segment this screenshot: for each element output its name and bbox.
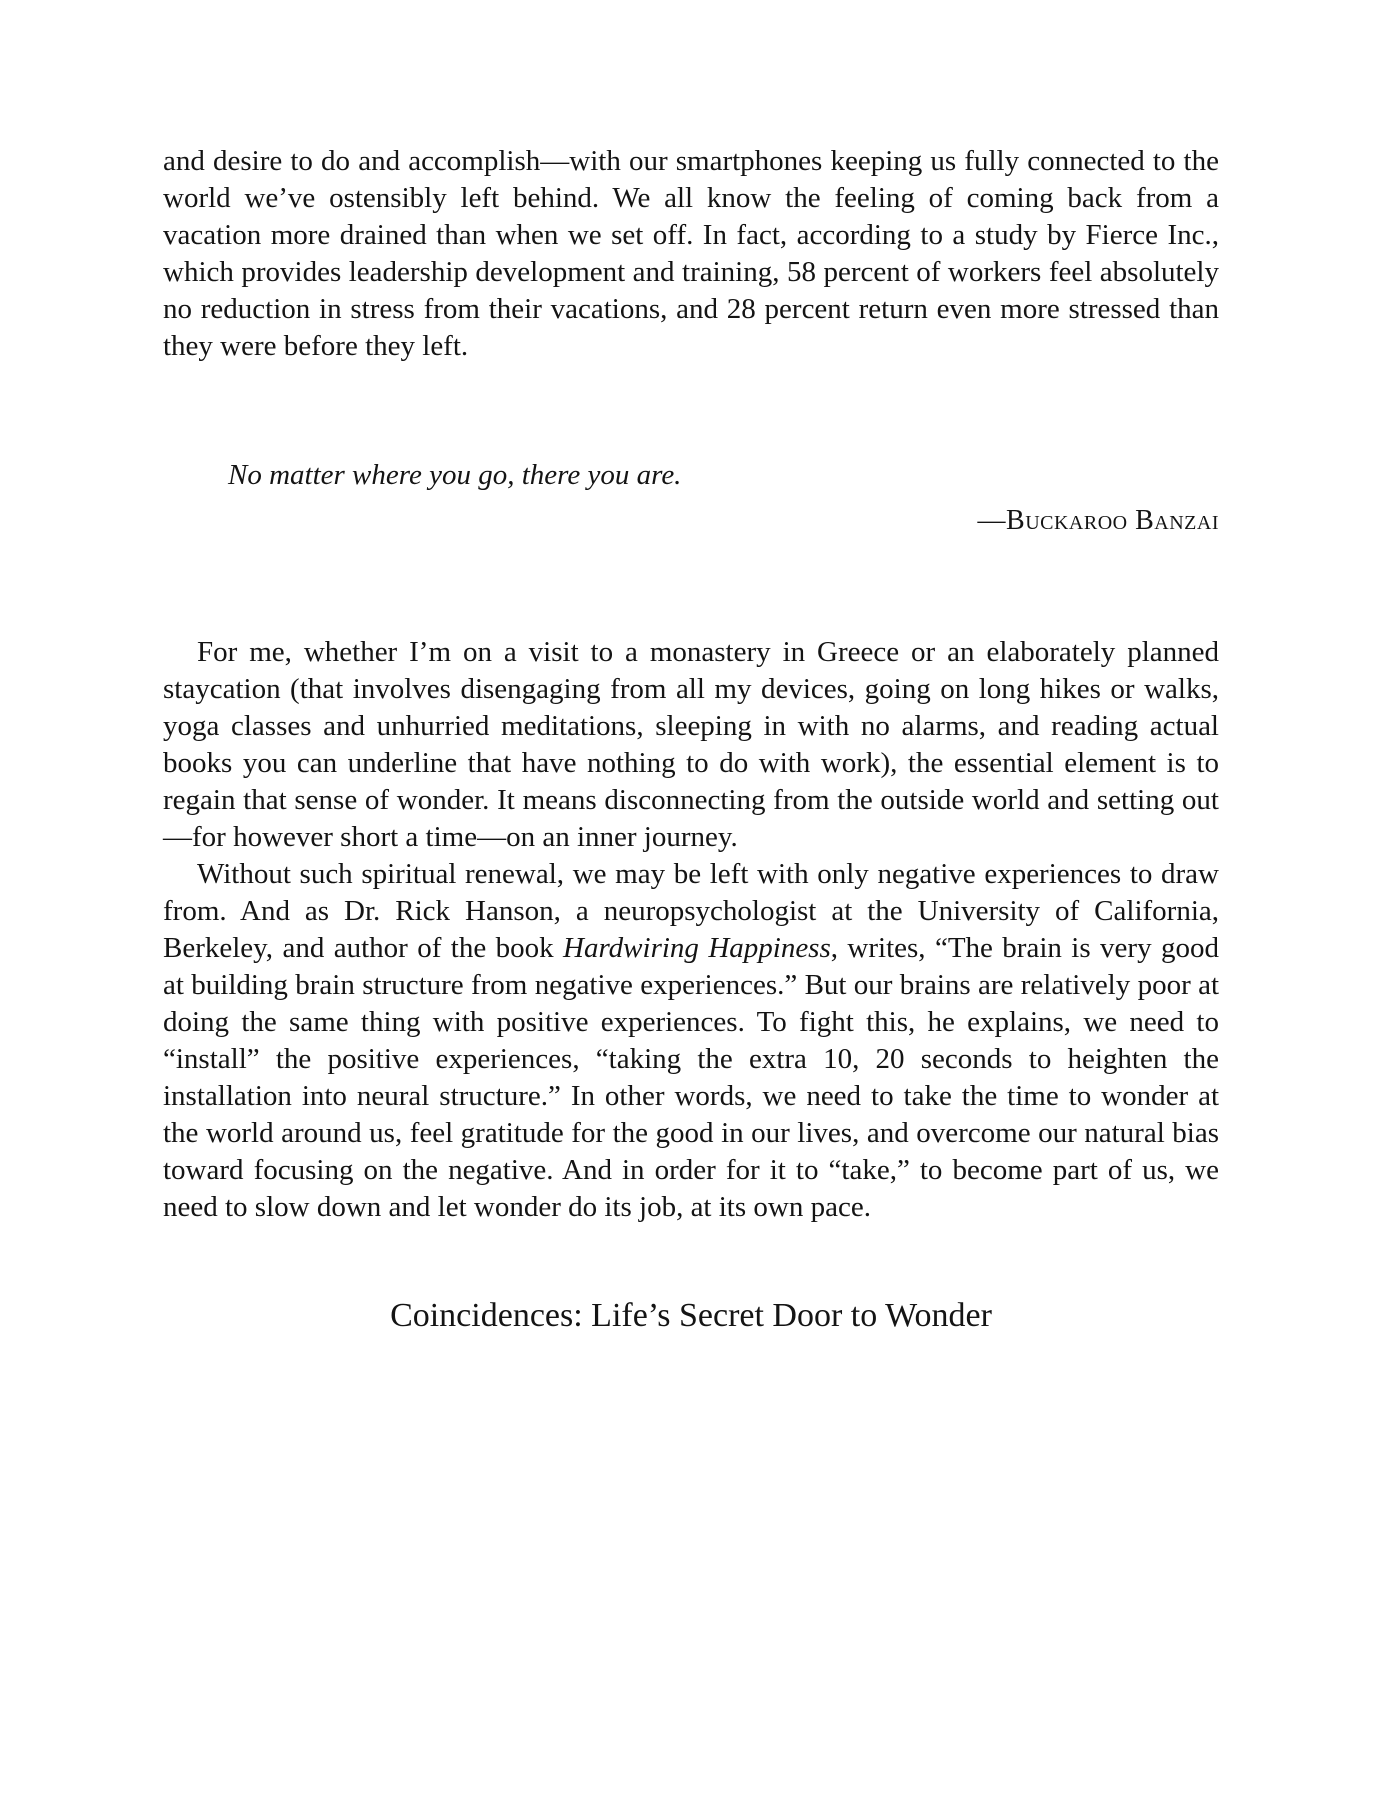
paragraph-text-after-title: , writes, “The brain is very good at building brain structure from negative experiences.” But our brains are relatively poor at doing the same thing with positive experiences. To fight this, he explains, we need to “install” the positive experiences, “taking the extra 10, 20 seconds to heighten the installation into neural structure.” In other words, we need to take the time to wonder at the world around us, feel gratitude for the good in our lives, and overcome our natural bias toward focusing on the negative. And in order for it to “take,” to become part of us, we need to slow down and let wonder do its job, at its own pace. [163, 932, 1219, 1223]
paragraph-for-me: For me, whether I’m on a visit to a monastery in Greece or an elaborately planned staycation (that involves disengaging from all my devices, going on long hikes or walks, yoga classes and unhurried meditations, sleeping in with no alarms, and reading actual books you can underline that have nothing to do with work), the essential element is to regain that sense of wonder. It means disconnecting from the outside world and setting out—for however short a time—on an inner journey. [163, 636, 1219, 853]
paragraph-spiritual-renewal [163, 856, 1219, 1226]
paragraph-continued: and desire to do and accomplish—with our smartphones keeping us fully connected to the world we’ve ostensibly left behind. We all know the feeling of coming back from a vacation more drained than when we set off. In fact, according to a study by Fierce Inc., which provides leadership development and training, 58 percent of workers feel absolutely no reduction in stress from their vacations, and 28 percent return even more stressed than they were before they left. [163, 145, 1219, 362]
book-title-italic: Hardwiring Happiness [563, 932, 831, 964]
epigraph-quote: No matter where you go, there you are. [228, 459, 682, 491]
paragraph-text-before-title: Without such spiritual renewal, we may be left with only negative experiences to draw from. And as Dr. Rick Hanson, a neuropsychologist at the University of California, Berkeley, and author of the book [163, 858, 1219, 964]
section-heading: Coincidences: Life’s Secret Door to Wonder [390, 1297, 992, 1334]
epigraph-attribution: —Buckaroo Banzai [977, 505, 1219, 536]
